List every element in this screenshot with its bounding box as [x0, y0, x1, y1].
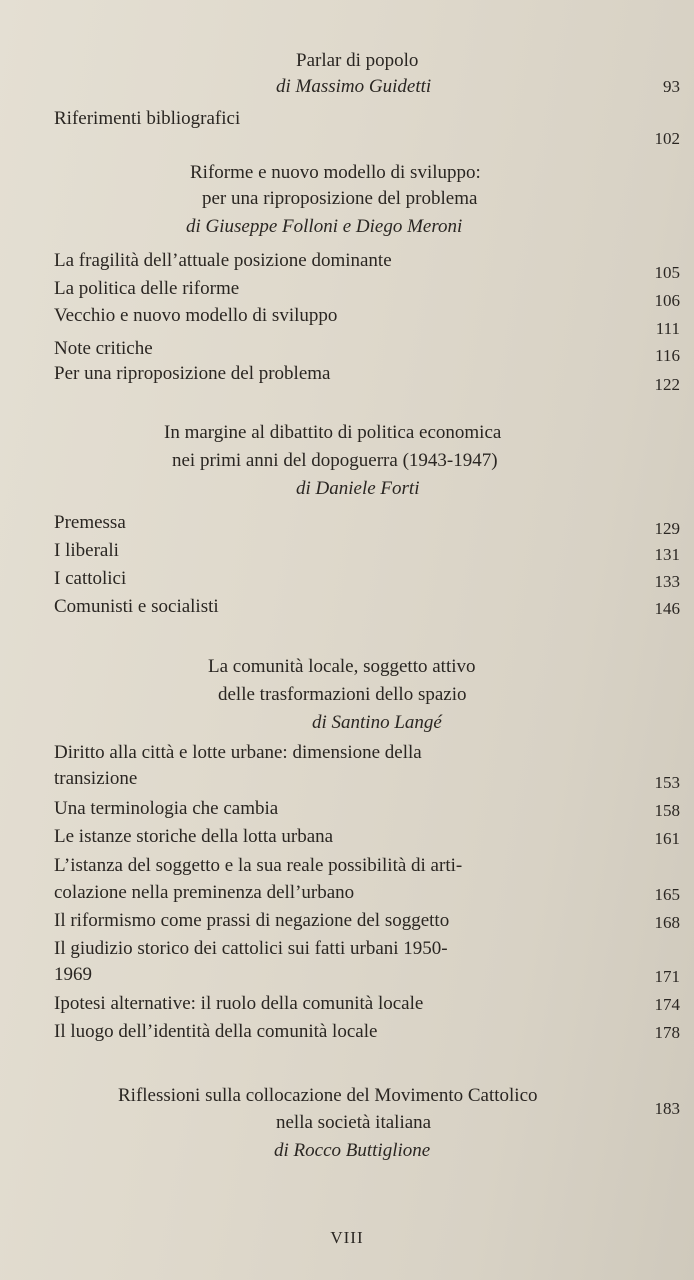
toc-entry: La politica delle riforme	[54, 278, 240, 299]
page-number: 165	[654, 885, 680, 904]
toc-entry: Vecchio e nuovo modello di sviluppo	[54, 305, 338, 326]
section-title: Parlar di popolo	[296, 50, 419, 71]
section-title: La comunità locale, soggetto attivo	[208, 656, 476, 677]
toc-entry: Ipotesi alternative: il ruolo della comunità locale	[54, 993, 424, 1014]
toc-entry-continuation: transizione	[54, 768, 138, 789]
page-number: 183	[654, 1099, 680, 1118]
toc-entry: I liberali	[54, 540, 119, 561]
toc-entry: L’istanza del soggetto e la sua reale possibilità di arti-	[54, 855, 463, 876]
section-title: Riflessioni sulla collocazione del Movimento Cattolico	[118, 1085, 538, 1106]
toc-entry-continuation: colazione nella preminenza dell’urbano	[54, 882, 355, 903]
page-number: 93	[663, 77, 680, 96]
page-number: 106	[654, 291, 680, 310]
toc-entry: Il riformismo come prassi di negazione del soggetto	[54, 910, 450, 931]
toc-entry: Il giudizio storico dei cattolici sui fatti urbani 1950-	[54, 938, 448, 959]
page-number: 102	[654, 129, 680, 148]
toc-entry: I cattolici	[54, 568, 127, 589]
section-author: di Giuseppe Folloni e Diego Meroni	[186, 216, 463, 237]
toc-entry-continuation: 1969	[54, 964, 92, 985]
section-title: In margine al dibattito di politica economica	[164, 422, 502, 443]
section-title: delle trasformazioni dello spazio	[218, 684, 467, 705]
page-number: 105	[654, 263, 680, 282]
toc-entry: Le istanze storiche della lotta urbana	[54, 826, 334, 847]
page-number: 111	[655, 319, 680, 338]
section-author: di Santino Langé	[312, 712, 442, 733]
section-title: Riforme e nuovo modello di sviluppo:	[190, 162, 481, 183]
toc-entry: Comunisti e socialisti	[54, 596, 219, 617]
section-title: nella società italiana	[276, 1112, 432, 1133]
page-number: 168	[654, 913, 680, 932]
section-author: di Daniele Forti	[296, 478, 420, 499]
page-number: 171	[654, 967, 680, 986]
page-number: 158	[654, 801, 680, 820]
toc-entry: Riferimenti bibliografici	[54, 108, 241, 129]
page-footer-roman-numeral: VIII	[330, 1228, 364, 1247]
toc-entry: Una terminologia che cambia	[54, 798, 279, 819]
page-number: 131	[654, 545, 680, 564]
toc-entry: Il luogo dell’identità della comunità locale	[54, 1021, 378, 1042]
page-number: 153	[654, 773, 680, 792]
page-number: 116	[655, 346, 680, 365]
section-title: nei primi anni del dopoguerra (1943-1947)	[172, 450, 498, 471]
page-number: 122	[654, 375, 680, 394]
page-number: 161	[654, 829, 680, 848]
toc-entry: Diritto alla città e lotte urbane: dimensione della	[54, 742, 422, 763]
page-number: 178	[654, 1023, 680, 1042]
toc-entry: La fragilità dell’attuale posizione dominante	[54, 250, 392, 271]
page-number: 146	[654, 599, 680, 618]
section-title: per una riproposizione del problema	[202, 188, 478, 209]
section-author: di Rocco Buttiglione	[274, 1140, 431, 1161]
toc-entry: Per una riproposizione del problema	[54, 363, 331, 384]
page-number: 133	[654, 572, 680, 591]
page-number: 174	[654, 995, 680, 1014]
section-author: di Massimo Guidetti	[276, 76, 432, 97]
toc-entry: Note critiche	[54, 338, 153, 359]
toc-entry: Premessa	[54, 512, 126, 533]
page-number: 129	[654, 519, 680, 538]
